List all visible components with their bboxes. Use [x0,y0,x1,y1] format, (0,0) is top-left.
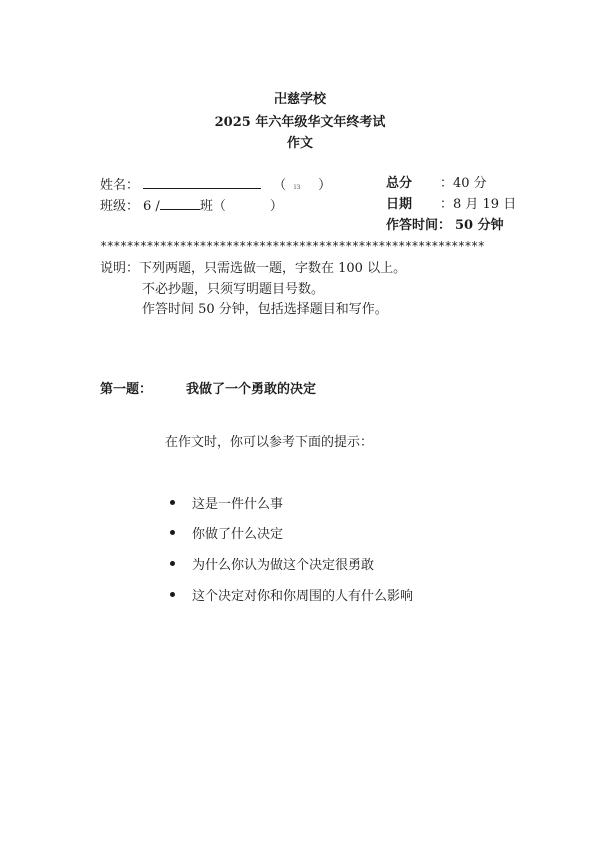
question-prompt: 在作文时，你可以参考下面的提示： [165,435,374,450]
star-divider: ********************************************************** [100,239,485,253]
answer-time-label: 作答时间： [386,218,452,233]
bullet-icon [170,592,175,597]
name-paren-close: ） [318,178,332,193]
instruction-line-2: 不必抄题，只须写明题目号数。 [142,282,325,297]
date-label: 日期 [386,197,413,212]
instruction-line-1: 说明：下列两题，只需选做一题，字数在 100 以上。 [100,261,407,276]
exam-subject: 作文 [286,136,313,151]
name-blank [143,176,261,189]
exam-title: 2025 年六年级华文年终考试 [214,115,386,130]
class-prefix: 6 / [143,199,160,214]
hint-item [170,558,374,574]
name-paren-open: （ [273,178,287,193]
instruction-line-3: 作答时间 50 分钟，包括选择题目和写作。 [142,302,388,317]
bullet-icon [170,530,175,535]
hint-text: 你做了什么决定 [192,527,284,542]
question-number: 第一题： [100,382,153,397]
hint-text: 为什么你认为做这个决定很勇敢 [192,558,375,573]
class-paren-close: ） [269,199,283,214]
hint-text: 这个决定对你和你周围的人有什么影响 [192,589,414,604]
hint-item [170,527,283,543]
hint-item [170,497,283,513]
name-paren-mark: ıз [293,182,301,191]
class-row [100,197,283,215]
class-suffix: 班（ [199,199,226,214]
hint-text: 这是一件什么事 [192,497,284,512]
class-blank [160,197,200,210]
class-label: 班级： [100,199,140,214]
name-label: 姓名： [100,178,140,193]
answer-time-value: 50 分钟 [455,218,504,233]
school-name: 卍慈学校 [273,92,326,107]
date-value: ：8 月 19 日 [440,197,517,212]
hint-item [170,589,413,605]
total-score-value: ：40 分 [440,176,487,191]
total-score-label: 总分 [386,176,413,191]
name-row [100,176,331,195]
question-title: 我做了一个勇敢的决定 [186,382,317,397]
bullet-icon [170,561,175,566]
bullet-icon [170,500,175,505]
